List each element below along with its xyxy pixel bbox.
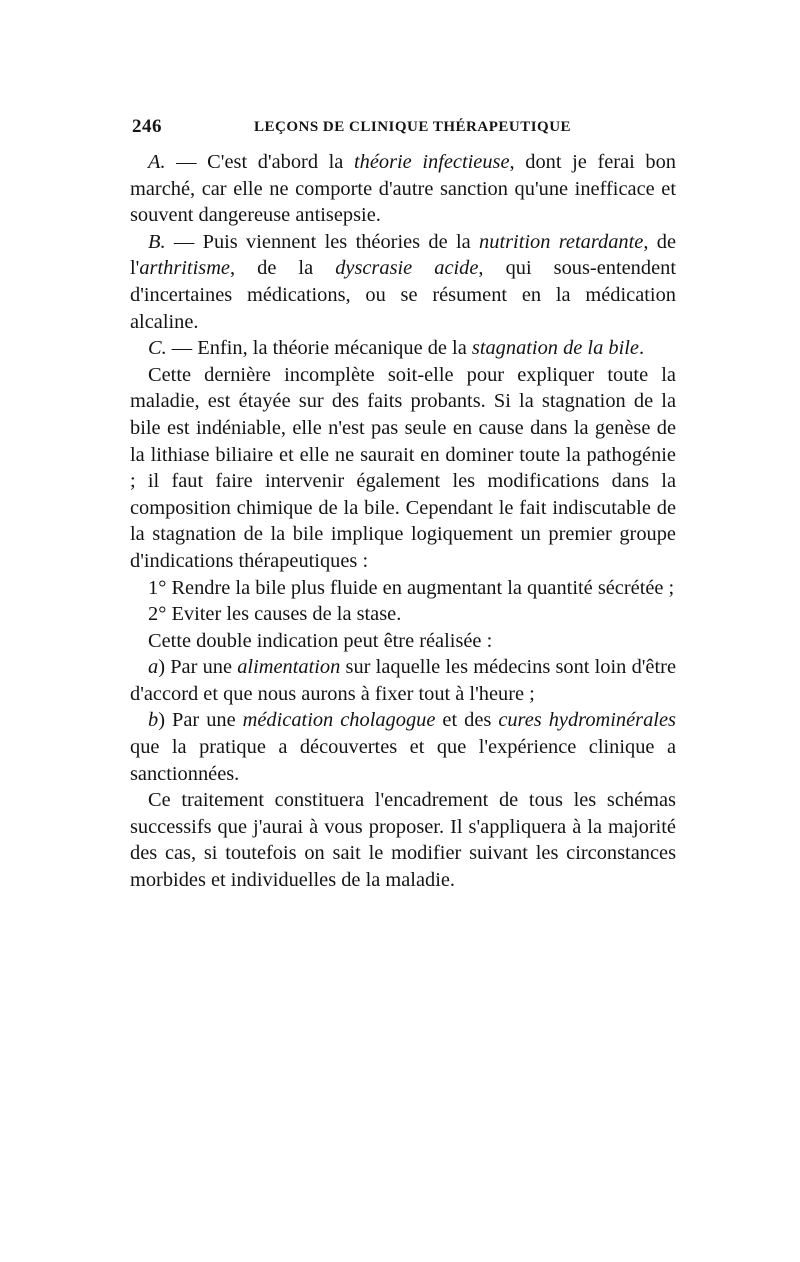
list-item-1: [130, 575, 676, 602]
italic-text: dyscrasie acide: [335, 257, 479, 280]
text-run: , de la: [229, 257, 336, 280]
page-header: [132, 116, 676, 138]
page-number: 246: [132, 116, 162, 137]
italic-text: A.: [148, 151, 166, 173]
text-run: et des: [435, 709, 499, 732]
text-run: .: [638, 337, 645, 360]
text-run: sur laquelle les médecins sont loin d'être d'accord et que nous aurons à fixer tout à l'heure ;: [130, 656, 676, 705]
text-run: , de l': [130, 230, 676, 280]
italic-text: a: [148, 656, 159, 679]
italic-text: arthritisme: [139, 257, 230, 280]
text-run: — Puis viennent les théories de la: [165, 230, 480, 253]
italic-text: théorie infectieuse: [353, 151, 510, 173]
text-run: 1° Rendre la bile plus fluide en augmentant la quantité sécrétée ;: [148, 576, 675, 599]
list-item-a: [130, 654, 676, 707]
text-run: 2° Eviter les causes de la stase.: [148, 603, 402, 626]
list-item-2: [130, 601, 676, 628]
text-run: Cette double indication peut être réalisée :: [148, 629, 493, 652]
paragraph-c: [130, 335, 676, 362]
italic-text: nutrition retardante: [479, 230, 644, 253]
text-run: , qui sous-entendent d'incertaines médications, ou se résument en la médication alcaline.: [130, 257, 676, 333]
paragraph-stagnation: [130, 362, 676, 575]
paragraph-conclusion: [130, 787, 676, 893]
list-item-b: [130, 707, 676, 787]
text-run: Ce traitement constituera l'encadrement de tous les schémas successifs que j'aurai à vous proposer. Il s'appliquera à la majorité des cas, si toutefois on sait le modifier suivant les circonstances morbides et individuelles de la maladie.: [130, 789, 676, 892]
text-run: ) Par une: [158, 656, 238, 679]
paragraph-b: [130, 229, 676, 335]
text-run: — C'est d'abord la: [165, 151, 354, 173]
italic-text: b: [148, 709, 159, 732]
page-body: [130, 149, 676, 894]
text-run: Cette dernière incomplète soit-elle pour expliquer toute la maladie, est étayée sur des faits probants. Si la stagnation de la bile est indéniable, elle n'est pas seule en cause dans la genèse de la lithiase biliaire et elle ne saurait en dominer toute la pathogénie ; il faut faire intervenir également les modifications dans la composition chimique de la bile. Cependant le fait indiscutable de la stagnation de la bile implique logiquement un premier groupe d'indications thérapeutiques :: [130, 363, 676, 572]
italic-text: B.: [148, 230, 166, 253]
italic-text: C.: [148, 337, 167, 360]
paragraph-double-indication: [130, 628, 676, 655]
italic-text: alimentation: [237, 656, 341, 679]
text-run: , dont je ferai bon marché, car elle ne comporte d'autre sanction qu'une inefficace et souvent dangereuse antisepsie.: [130, 151, 676, 227]
text-run: ) Par une: [158, 709, 243, 732]
running-title: LEÇONS DE CLINIQUE THÉRAPEUTIQUE: [254, 119, 572, 135]
paragraph-a: [130, 149, 676, 229]
italic-text: cures hydrominérales: [498, 709, 676, 732]
text-run: — Enfin, la théorie mécanique de la: [166, 337, 472, 360]
text-run: que la pratique a découvertes et que l'expérience clinique a sanctionnées.: [130, 736, 676, 785]
italic-text: stagnation de la bile: [471, 337, 639, 360]
italic-text: médication cholagogue: [242, 709, 436, 732]
